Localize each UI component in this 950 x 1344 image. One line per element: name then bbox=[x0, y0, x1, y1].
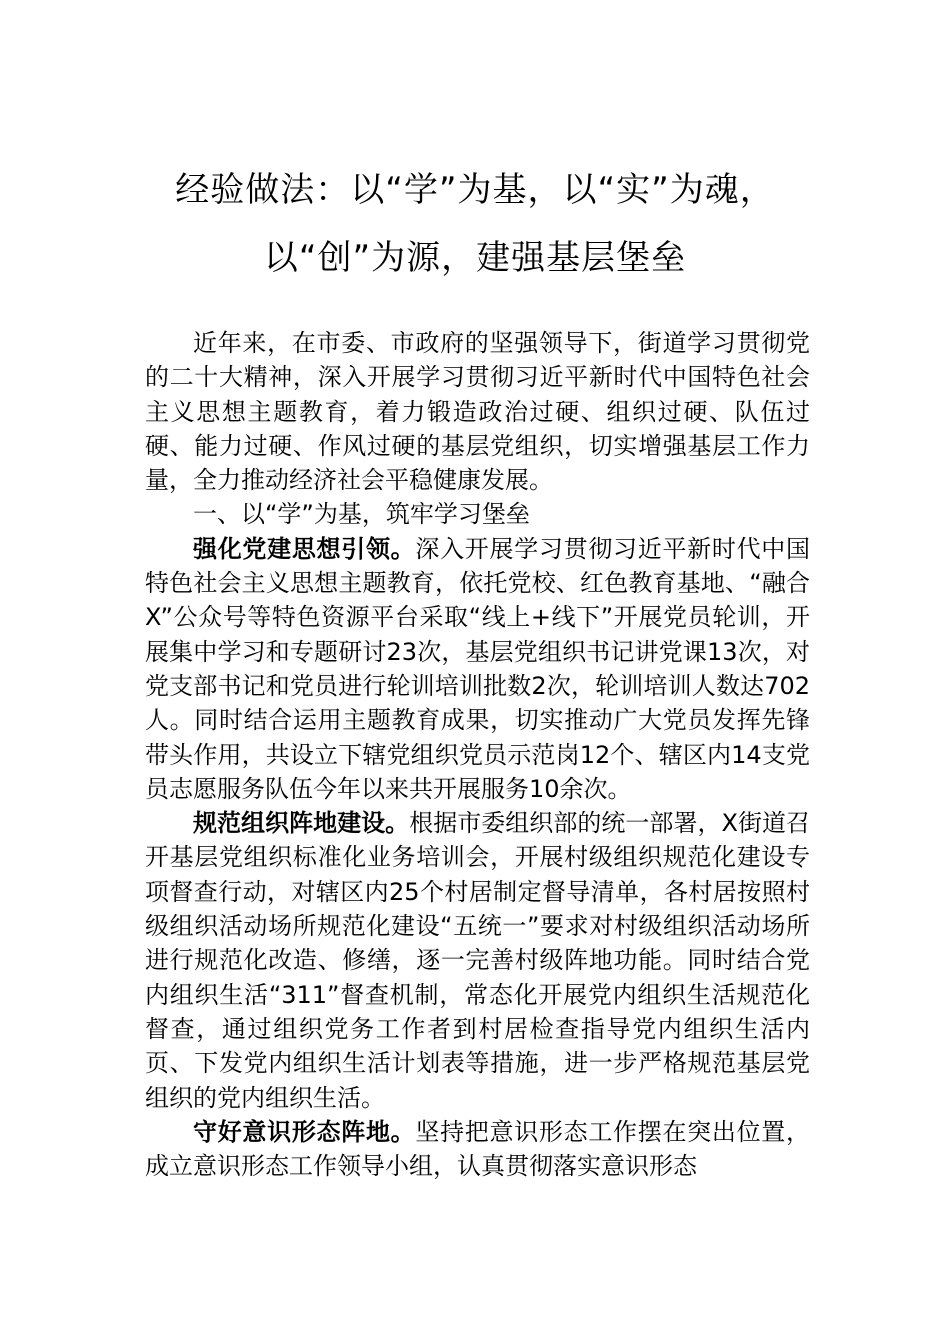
document-body bbox=[145, 326, 810, 1183]
document-title-line-1: 经验做法：以“学”为基，以“实”为魂， bbox=[175, 170, 775, 210]
intro-paragraph: 近年来，在市委、市政府的坚强领导下，街道学习贯彻党的二十大精神，深入开展学习贯彻习近平新时代中国特色社会主义思想主题教育，着力锻造政治过硬、组织过硬、队伍过硬、能力过硬、作风过硬的基层党组织，切实增强基层工作力量，全力推动经济社会平稳健康发展。 bbox=[145, 329, 810, 495]
paragraph-1-text: 深入开展学习贯彻习近平新时代中国特色社会主义思想主题教育，依托党校、红色教育基地、“融合X”公众号等特色资源平台采取“线上+线下”开展党员轮训，开展集中学习和专题研讨23次，基层党组织书记讲党课13次，对党支部书记和党员进行轮训培训批数2次，轮训培训人数达702人。同时结合运用主题教育成果，切实推动广大党员发挥先锋带头作用，共设立下辖党组织党员示范岗12个、辖区内14支党员志愿服务队伍今年以来共开展服务10余次。 bbox=[145, 534, 810, 803]
paragraph-1 bbox=[145, 532, 810, 806]
document-title-line-2: 以“创”为源，建强基层堡垒 bbox=[263, 238, 687, 278]
paragraph-3 bbox=[145, 1115, 810, 1184]
paragraph-2-lead: 规范组织阵地建设。 bbox=[193, 809, 410, 838]
paragraph-1-lead: 强化党建思想引领。 bbox=[193, 534, 416, 563]
section-heading: 一、以“学”为基，筑牢学习堡垒 bbox=[193, 500, 530, 529]
paragraph-3-lead: 守好意识形态阵地。 bbox=[193, 1117, 416, 1146]
paragraph-3-text: 坚持把意识形态工作摆在突出位置，成立意识形态工作领导小组，认真贯彻落实意识形态 bbox=[145, 1117, 810, 1181]
paragraph-2 bbox=[145, 806, 810, 1115]
paragraph-2-text: 根据市委组织部的统一部署，X街道召开基层党组织标准化业务培训会，开展村级组织规范化建设专项督查行动，对辖区内25个村居制定督导清单，各村居按照村级组织活动场所规范化建设“五统一”要求对村级组织活动场所进行规范化改造、修缮，逐一完善村级阵地功能。同时结合党内组织生活“311”督查机制，常态化开展党内组织生活规范化督查，通过组织党务工作者到村居检查指导党内组织生活内页、下发党内组织生活计划表等措施，进一步严格规范基层党组织的党内组织生活。 bbox=[145, 809, 810, 1112]
